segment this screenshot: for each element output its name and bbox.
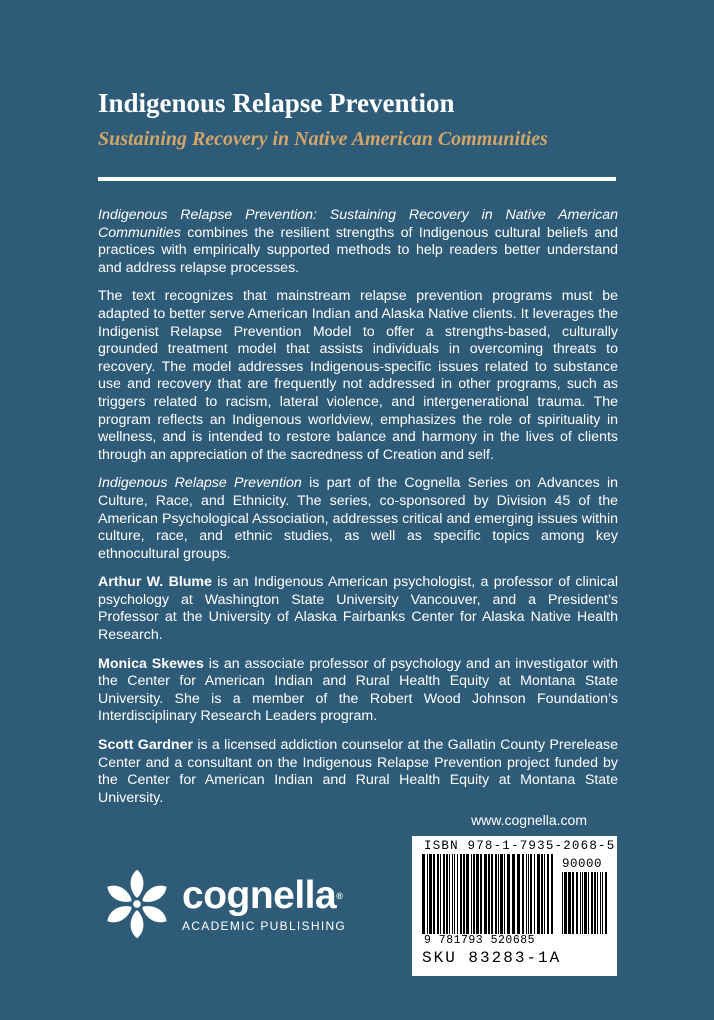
barcode-panel <box>412 836 617 976</box>
price-code: 90000 <box>562 857 603 871</box>
barcode-digits: 9 781793 520685 <box>424 934 536 947</box>
author-bio-skewes <box>98 656 618 726</box>
author-bio-text: is an associate professor of psychology and an investigator with the Center for American Indian and Rural Health Equity at Montana State University. She is a member of the Robert Wood Johnson Foundation’s Interdisciplinary Research Leaders program. <box>98 655 618 725</box>
author-bio-text: is a licensed addiction counselor at the Gallatin County Prerelease Center and a consultant on the Indigenous Relapse Prevention project funded by the Center for American Indian and Rural Health Equity at Montana State University. <box>98 737 618 806</box>
barcode-addon-bars <box>562 872 610 934</box>
book-title-inline: Indigenous Relapse Prevention <box>98 475 302 492</box>
isbn-label: ISBN 978-1-7935-2068-5 <box>424 839 616 853</box>
barcode-bars <box>422 854 556 934</box>
registered-mark: ® <box>336 890 343 901</box>
author-name: Scott Gardner <box>98 737 193 754</box>
logo-tagline: ACADEMIC PUBLISHING <box>182 918 347 933</box>
logo-wordmark: cognella® <box>182 873 343 917</box>
description-paragraph-1 <box>98 207 618 277</box>
book-subtitle: Sustaining Recovery in Native American Communities <box>98 128 548 150</box>
author-bio-gardner <box>98 737 618 807</box>
publisher-logo <box>98 866 346 942</box>
book-title: Indigenous Relapse Prevention <box>98 88 455 118</box>
author-name: Arthur W. Blume <box>98 574 212 591</box>
sku-label: SKU 83283-1A <box>422 949 562 967</box>
logo-text <box>182 873 347 933</box>
author-bio-blume <box>98 574 618 644</box>
publisher-url[interactable]: www.cognella.com <box>471 812 587 828</box>
description-text: combines the resilient strengths of Indigenous cultural beliefs and practices with empirically supported methods to help readers better understand and address relapse processes. <box>98 224 618 276</box>
description-block <box>98 207 618 818</box>
author-bio-text: is an Indigenous American psychologist, a professor of clinical psychology at Washington State University Vancouver, and a President’s Professor at the University of Alaska Fairbanks Center for Alaska Native Health Research. <box>98 574 619 644</box>
description-paragraph-2: The text recognizes that mainstream relapse prevention programs must be adapted to better serve American Indian and Alaska Native clients. It leverages the Indigenist Relapse Prevention Model to offer a strengths-based, culturally grounded treatment model that assists individuals in overcoming threats to recovery. The model addresses Indigenous-specific issues related to substance use and recovery that are frequently not addressed in other programs, such as triggers related to racism, lateral violence, and intergenerational trauma. The program reflects an Indigenous worldview, emphasizes the role of spirituality in wellness, and is intended to restore balance and harmony in the lives of clients through an appreciation of the sacredness of Creation and self. <box>98 288 618 463</box>
description-text: is part of the Cognella Series on Advances in Culture, Race, and Ethnicity. The series, co-sponsored by Division 45 of the American Psychological Association, addresses critical and emerging issues within culture, race, and ethnic studies, as well as specific topics among key ethnocultural groups. <box>98 475 618 562</box>
flower-icon <box>98 866 176 942</box>
book-title-inline: Indigenous Relapse Prevention: Sustaining Recovery in Native American Communities <box>98 207 618 241</box>
divider-rule <box>98 177 616 181</box>
author-name: Monica Skewes <box>98 655 204 672</box>
description-paragraph-3 <box>98 475 618 563</box>
